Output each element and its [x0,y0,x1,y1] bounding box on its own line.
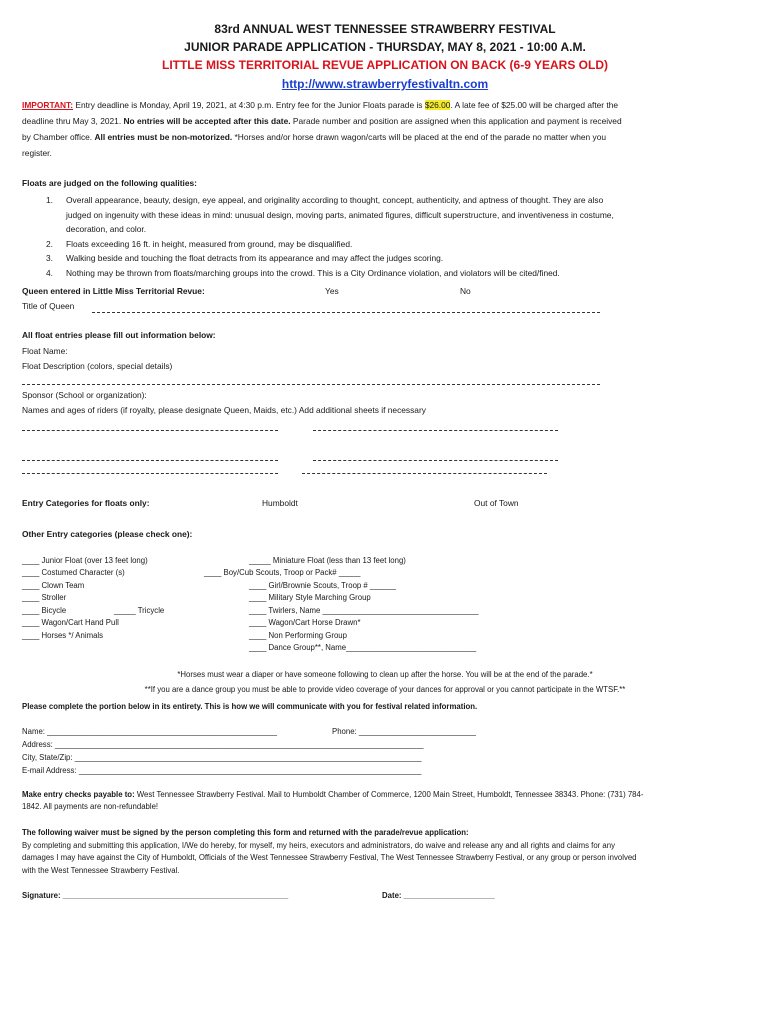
rider-line[interactable] [313,460,558,461]
waiver-text: with the West Tennessee Strawberry Festival. [22,866,180,875]
waiver-heading: The following waiver must be signed by the person completing this form and returned with the parade/revue application: [22,828,469,837]
queen-title-field[interactable] [92,312,600,313]
important-text: *Horses and/or horse drawn wagon/carts will be placed at the end of the parade no matter when you [232,132,607,142]
payment-line-2: 1842. All payments are non-refundable! [22,802,159,811]
important-bold: No entries will be accepted after this date. [123,116,291,126]
category-out-of-town[interactable]: Out of Town [474,498,519,508]
important-text: . A late fee of $25.00 will be charged after the [450,100,619,110]
judging-text: Walking beside and touching the float detracts from its appearance and may affect the judges scoring. [66,253,444,263]
dance-note: **If you are a dance group you must be able to provide video coverage of your dances for approval or you cannot participate in the WTSF.** [144,685,626,694]
category-dance-group[interactable]: ____ Dance Group**, Name______________________________ [249,643,477,652]
category-girl-scouts[interactable]: ____ Girl/Brownie Scouts, Troop # ______ [249,581,396,590]
category-marching-group[interactable]: ____ Military Style Marching Group [249,593,371,602]
queen-no[interactable]: No [460,286,471,296]
category-miniature-float[interactable]: _____ Miniature Float (less than 13 feet long) [249,556,406,565]
category-non-performing[interactable]: ____ Non Performing Group [249,631,347,640]
judging-text: Overall appearance, beauty, design, eye appeal, and originality according to thought, concept, authenticity, and aptness of thought. They are also [66,195,604,205]
rider-line[interactable] [22,460,278,461]
entry-fee: $26.00 [424,100,451,110]
contact-city-field[interactable]: City, State/Zip: ________________________________________________________________________________ [22,753,422,762]
important-line-1 [22,100,618,110]
category-bicycle[interactable]: ____ Bicycle [22,606,67,615]
riders-label: Names and ages of riders (if royalty, please designate Queen, Maids, etc.) Add additional sheets if necessary [22,405,426,415]
category-clown-team[interactable]: ____ Clown Team [22,581,85,590]
float-info-heading: All float entries please fill out information below: [22,330,216,340]
horse-note: *Horses must wear a diaper or have someone following to clean up after the horse. You will be at the end of the parade.* [177,670,593,679]
category-stroller[interactable]: ____ Stroller [22,593,67,602]
important-line-2 [22,116,622,126]
contact-email-field[interactable]: E-mail Address: _______________________________________________________________________________ [22,766,422,775]
important-text: Entry deadline is Monday, April 19, 2021, at 4:30 p.m. Entry fee for the Junior Floats parade is [73,100,425,110]
queen-label: Queen entered in Little Miss Territorial Revue: [22,286,205,296]
judging-text: decoration, and color. [66,224,147,234]
important-text: deadline thru May 3, 2021. [22,116,124,126]
sponsor-label: Sponsor (School or organization): [22,390,147,400]
payment-label: Make entry checks payable to: [22,790,135,799]
revue-note: LITTLE MISS TERRITORIAL REVUE APPLICATION ON BACK (6-9 YEARS OLD) [161,58,609,72]
important-line-3 [22,132,606,142]
category-twirlers[interactable]: ____ Twirlers, Name ____________________________________ [249,606,479,615]
contact-heading: Please complete the portion below in its entirety. This is how we will communicate with you for festival related information. [22,702,478,711]
festival-link[interactable]: http://www.strawberryfestivaltn.com [281,77,489,91]
important-text: by Chamber office. [22,132,95,142]
category-horses-animals[interactable]: ____ Horses */ Animals [22,631,104,640]
judging-heading: Floats are judged on the following qualities: [22,178,197,188]
rider-line[interactable] [22,430,278,431]
important-line-4: register. [22,148,52,158]
waiver-text: damages I may have against the City of Humboldt, Officials of the West Tennessee Strawberry Festival, The West Tennessee Strawberry Festival, or any group or person involved [22,853,637,862]
category-boy-scouts[interactable]: ____ Boy/Cub Scouts, Troop or Pack# _____ [204,568,361,577]
judging-num: 1. [46,195,53,205]
contact-name-field[interactable]: Name: _____________________________________________________ [22,727,277,736]
float-description-label: Float Description (colors, special details) [22,361,173,371]
category-tricycle[interactable]: _____ Tricycle [114,606,165,615]
judging-num: 2. [46,239,53,249]
rider-line[interactable] [302,473,547,474]
signature-field[interactable]: Signature: ____________________________________________________ [22,891,289,900]
judging-text: Nothing may be thrown from floats/marching groups into the crowd. This is a City Ordinance violation, and violators will be cited/fined. [66,268,560,278]
waiver-text: By completing and submitting this application, I/We do hereby, for myself, my heirs, executors and administrators, do waive and release any and all rights and claims for any [22,841,615,850]
judging-num: 3. [46,253,53,263]
judging-num: 4. [46,268,53,278]
float-name-label: Float Name: [22,346,68,356]
category-junior-float[interactable]: ____ Junior Float (over 13 feet long) [22,556,148,565]
festival-title: 83rd ANNUAL WEST TENNESSEE STRAWBERRY FESTIVAL [214,22,556,36]
contact-address-field[interactable]: Address: _____________________________________________________________________________________ [22,740,424,749]
rider-line[interactable] [313,430,558,431]
date-field[interactable]: Date: _____________________ [382,891,495,900]
judging-text: judged on ingenuity with these ideas in mind: unusual design, moving parts, animated figures, difficult superstructure, and inventiveness in costume, [66,210,614,220]
important-label: IMPORTANT: [22,100,74,110]
important-bold: All entries must be non-motorized. [94,132,233,142]
category-wagon-horse-drawn[interactable]: ____ Wagon/Cart Horse Drawn* [249,618,361,627]
judging-text: Floats exceeding 16 ft. in height, measured from ground, may be disqualified. [66,239,353,249]
queen-yes[interactable]: Yes [325,286,339,296]
parade-subtitle: JUNIOR PARADE APPLICATION - THURSDAY, MAY 8, 2021 - 10:00 A.M. [184,40,586,54]
category-wagon-hand-pull[interactable]: ____ Wagon/Cart Hand Pull [22,618,119,627]
rider-line[interactable] [22,473,278,474]
queen-title-label: Title of Queen [22,301,75,311]
payment-text: West Tennessee Strawberry Festival. Mail to Humboldt Chamber of Commerce, 1200 Main Street, Humboldt, Tennessee 38343. Phone: (731) 784- [134,790,644,799]
category-costumed-character[interactable]: ____ Costumed Character (s) [22,568,125,577]
float-description-field[interactable] [22,384,600,385]
contact-phone-field[interactable]: Phone: ___________________________ [332,727,476,736]
other-categories-heading: Other Entry categories (please check one): [22,529,193,539]
important-text: Parade number and position are assigned when this application and payment is received [290,116,622,126]
payment-line-1 [22,790,643,799]
category-humboldt[interactable]: Humboldt [262,498,298,508]
float-categories-label: Entry Categories for floats only: [22,498,150,508]
